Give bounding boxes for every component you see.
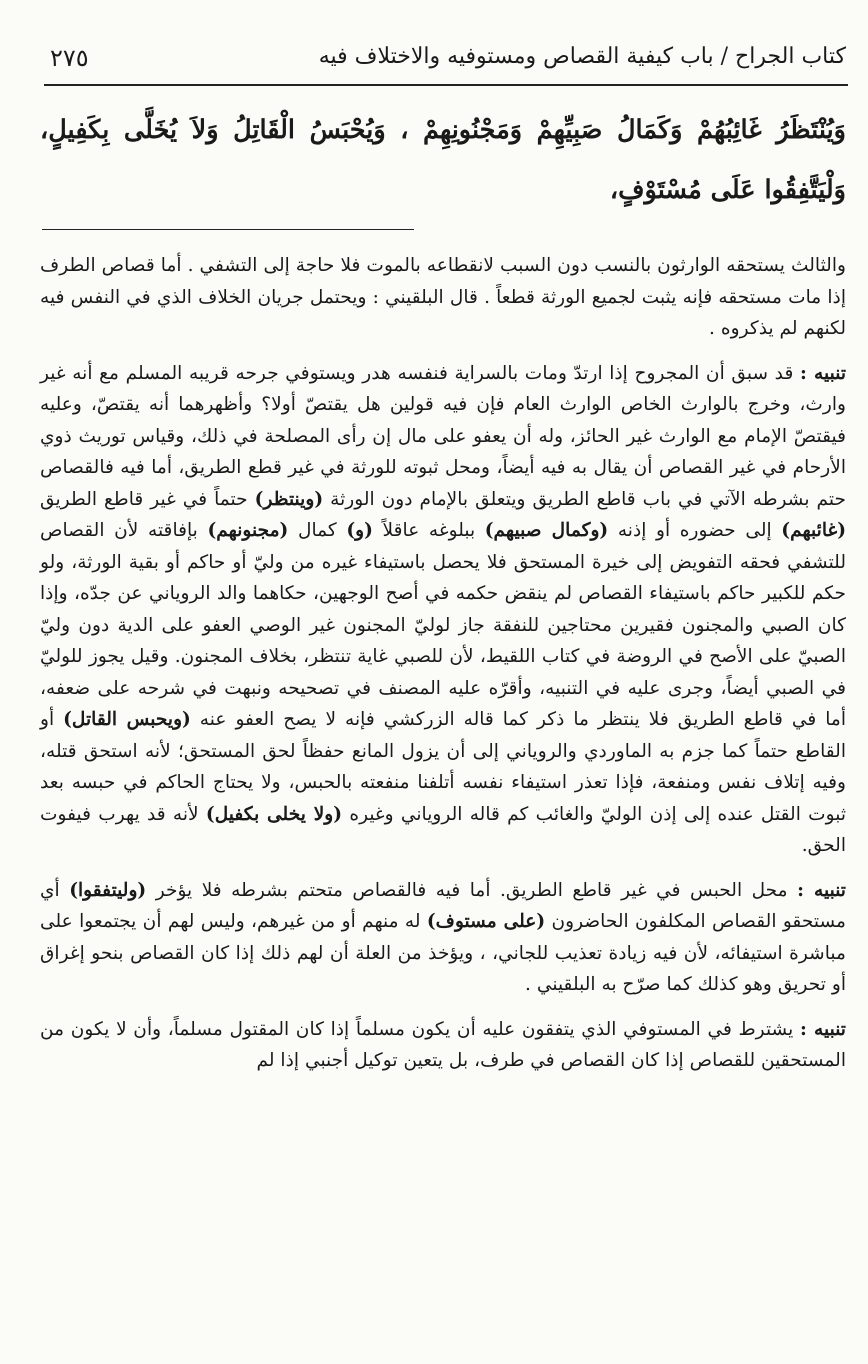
text-run: له منهم أو من غيرهم، وليس لهم أن يجتمعوا على مباشرة استيفائه، لأن فيه زيادة تعذيب للجاني، ، ويؤخذ من العلة أن لهم ذلك إذا كان القصاص بنحو إغراق أو تحريق وهو كذلك كما صرّح به البلقيني .: [40, 911, 846, 995]
quoted-keyword: (و): [346, 520, 373, 541]
text-run: لأنه قد يهرب فيفوت الحق.: [40, 803, 846, 856]
quoted-keyword: (وليتفقوا): [69, 879, 147, 901]
header-rule: [44, 84, 848, 86]
commentary-paragraph-4: [40, 1014, 846, 1077]
note-label: تنبيه :: [797, 879, 846, 901]
main-text-matn: وَيُنْتَظَرُ غَائِبُهُمْ وَكَمَالُ صَبِيِّهِمْ وَمَجْنُونِهِمْ ، وَيُحْبَسُ الْقَاتِلُ وَلاَ يُخَلَّى بِكَفِيلٍ، وَلْيَتَّفِقُوا عَلَى مُسْتَوْفٍ،: [40, 115, 846, 205]
quoted-keyword: (ولا يخلى بكفيل): [205, 803, 343, 825]
commentary-paragraph-2: [40, 358, 846, 862]
text-run: أو القاطع حتماً كما جزم به الماوردي والروياني إلى أن يزول المانع حفظاً لحق المستحق؛ لأنه استحق قتله، وفيه إتلاف نفس ومنفعة، فإذا تعذر استيفاء نفسه أتلفنا منفعته بالحبس، ولا يحتاج الحاكم في حبسه بعد ثبوت القتل عنده إلى إذن الوليّ والغائب كم قاله الروياني وغيره: [40, 709, 847, 825]
quoted-keyword: (غائبهم): [781, 520, 847, 541]
text-run: إلى حضوره أو إذنه: [608, 520, 782, 541]
quoted-keyword: (على مستوف): [426, 911, 546, 932]
page-number: ٢٧٥: [50, 44, 89, 72]
text-run: أي مستحقو القصاص المكلفون الحاضرون: [40, 879, 846, 932]
text-run: يشترط في المستوفي الذي يتفقون عليه أن يكون مسلماً إذا كان المقتول مسلماً، وأن لا يكون من المستحقين للقصاص إذا كان القصاص في طرف، بل يتعين توكيل أجنبي إذا لم: [40, 1018, 846, 1071]
running-header-title: كتاب الجراح / باب كيفية القصاص ومستوفيه والاختلاف فيه: [318, 44, 846, 69]
commentary-paragraph-1: [40, 250, 846, 345]
quoted-keyword: (ويحبس القاتل): [63, 709, 191, 730]
text-run: حتماً في غير قاطع الطريق: [40, 488, 255, 510]
commentary-block: [40, 250, 846, 1077]
separator-rule: [42, 229, 414, 230]
text-run: محل الحبس في غير قاطع الطريق. أما فيه فالقصاص متحتم بشرطه فلا يؤخر: [146, 879, 798, 901]
note-label: تنبيه :: [799, 362, 846, 384]
text-run: كمال: [288, 520, 347, 541]
note-label: تنبيه :: [799, 1018, 846, 1040]
quoted-keyword: (وينتظر): [254, 488, 324, 510]
text-run: ببلوغه عاقلاً: [372, 520, 485, 541]
text-run: بإفاقته لأن القصاص للتشفي فحقه التفويض إلى خيرة المستحق فلا يحصل باستيفاء غيره من وليّ أو حاكم أو بقية الورثة، ولو حكم للكبير حاكم باستيفاء القصاص لم ينقض حكمه في أصح الوجهين، حكاهما والد الروياني عن جدّه، وإذا كان الصبي والمجنون فقيرين محتاجين للنفقة جاز لوليّ المجنون غير الوصي العفو على الدية دون وليّ الصبيّ على الأصح في الروضة في كتاب اللقيط، لأن للصبي غاية تنتظر، بخلاف المجنون. وقيل يجوز للوليّ في الصبي أيضاً، وجرى عليه في التنبيه، وأقرّه عليه المصنف في تصحيحه ونبهت في شرحه على ضعفه، أما في قاطع الطريق فلا ينتظر ما ذكر كما قاله الزركشي فإنه لا يصح العفو عنه: [40, 520, 847, 730]
quoted-keyword: (وكمال صبيهم): [484, 520, 609, 541]
quoted-keyword: (مجنونهم): [207, 520, 289, 541]
text-run: قد سبق أن المجروح إذا ارتدّ ومات بالسراية فنفسه هدر ويستوفي جرحه قريبه المسلم مع أنه غير وارث، وخرج بالوارث الخاص الوارث العام فإن فيه قولين هل يقتصّ أولا؟ وأظهرهما أنه يقتصّ، وعليه فيقتصّ الإمام مع الوارث غير الحائز، وله أن يعفو على مال إن رأى المصلحة في ذلك، وقياس توريث ذوي الأرحام في غير القصاص أن يقال به فيه أيضاً، ومحل ثبوته للورثة في غير قطع الطريق، أما فيه فالقصاص حتم بشرطه الآتي في باب قاطع الطريق ويتعلق بالإمام دون الورثة: [40, 362, 847, 510]
paragraph-text: والثالث يستحقه الوارثون بالنسب دون السبب لانقطاعه بالموت فلا حاجة إلى التشفي . أما قصاص الطرف إذا مات مستحقه فإنه يثبت لجميع الورثة قطعاً . قال البلقيني : ويحتمل جريان الخلاف الذي في النفس فيه لكنهم لم يذكروه .: [40, 255, 846, 339]
commentary-paragraph-3: [40, 875, 846, 1001]
